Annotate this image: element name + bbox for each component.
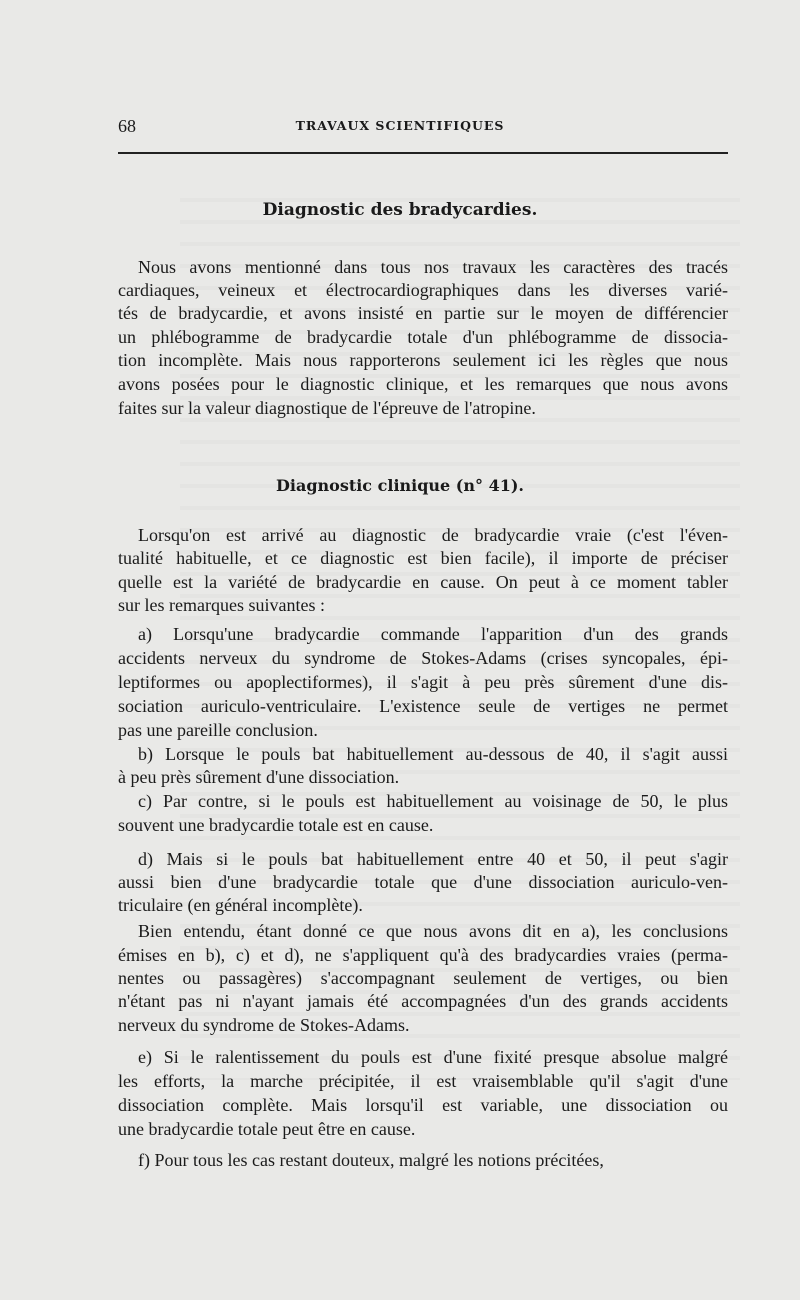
text-line: a) Lorsqu'une bradycardie commande l'apparition d'un des grands — [138, 624, 728, 644]
text-line: leptiformes ou apoplectiformes), il s'agit à peu près sûrement d'une dis- — [118, 672, 728, 692]
text-line: quelle est la variété de bradycardie en cause. On peut à ce moment tabler — [118, 572, 728, 592]
text-line: n'étant pas ni n'ayant jamais été accompagnées d'un des grands accidents — [118, 991, 728, 1011]
text-line: tés de bradycardie, et avons insisté en partie sur le moyen de différencier — [118, 303, 728, 323]
section-title: Diagnostic des bradycardies. — [262, 200, 538, 220]
text-line: un phlébogramme de bradycardie totale d'un phlébogramme de dissocia- — [118, 327, 728, 347]
subsection-title: Diagnostic clinique (n° 41). — [276, 476, 524, 495]
text-line: Lorsqu'on est arrivé au diagnostic de bradycardie vraie (c'est l'éven- — [138, 525, 728, 545]
text-line: sociation auriculo-ventriculaire. L'existence seule de vertiges ne permet — [118, 696, 728, 716]
running-head: TRAVAUX SCIENTIFIQUES — [295, 118, 505, 133]
page-number: 68 — [118, 116, 136, 136]
text-line: émises en b), c) et d), ne s'appliquent qu'à des bradycardies vraies (perma- — [118, 945, 728, 965]
text-line: b) Lorsque le pouls bat habituellement au-dessous de 40, il s'agit aussi — [138, 744, 728, 764]
text-line: e) Si le ralentissement du pouls est d'une fixité presque absolue malgré — [138, 1047, 728, 1067]
text-line: nentes ou passagères) s'accompagnant seulement de vertiges, ou bien — [118, 968, 728, 988]
text-line: souvent une bradycardie totale est en cause. — [118, 815, 434, 835]
text-line: Nous avons mentionné dans tous nos travaux les caractères des tracés — [138, 257, 728, 277]
text-line: avons posées pour le diagnostic clinique, et les remarques que nous avons — [118, 374, 728, 394]
text-line: aussi bien d'une bradycardie totale que d'une dissociation auriculo-ven- — [118, 872, 728, 892]
text-line: accidents nerveux du syndrome de Stokes-Adams (crises syncopales, épi- — [118, 648, 728, 668]
text-line: nerveux du syndrome de Stokes-Adams. — [118, 1015, 410, 1035]
text-line: sur les remarques suivantes : — [118, 595, 325, 615]
text-line: une bradycardie totale peut être en cause. — [118, 1119, 416, 1139]
text-line: cardiaques, veineux et électrocardiographiques dans les diverses varié- — [118, 280, 728, 300]
header-rule — [118, 152, 728, 154]
text-line: tualité habituelle, et ce diagnostic est bien facile), il importe de préciser — [118, 548, 728, 568]
text-line: f) Pour tous les cas restant douteux, malgré les notions précitées, — [138, 1150, 604, 1170]
text-line: c) Par contre, si le pouls est habituellement au voisinage de 50, le plus — [138, 791, 728, 811]
text-line: Bien entendu, étant donné ce que nous avons dit en a), les conclusions — [138, 921, 728, 941]
text-line: à peu près sûrement d'une dissociation. — [118, 767, 400, 787]
text-line: faites sur la valeur diagnostique de l'épreuve de l'atropine. — [118, 398, 536, 418]
text-line: d) Mais si le pouls bat habituellement entre 40 et 50, il peut s'agir — [138, 849, 728, 869]
text-line: dissociation complète. Mais lorsqu'il est variable, une dissociation ou — [118, 1095, 728, 1115]
text-line: les efforts, la marche précipitée, il est vraisemblable qu'il s'agit d'une — [118, 1071, 728, 1091]
text-line: pas une pareille conclusion. — [118, 720, 318, 740]
text-line: tion incomplète. Mais nous rapporterons seulement ici les règles que nous — [118, 350, 728, 370]
text-line: triculaire (en général incomplète). — [118, 895, 363, 915]
